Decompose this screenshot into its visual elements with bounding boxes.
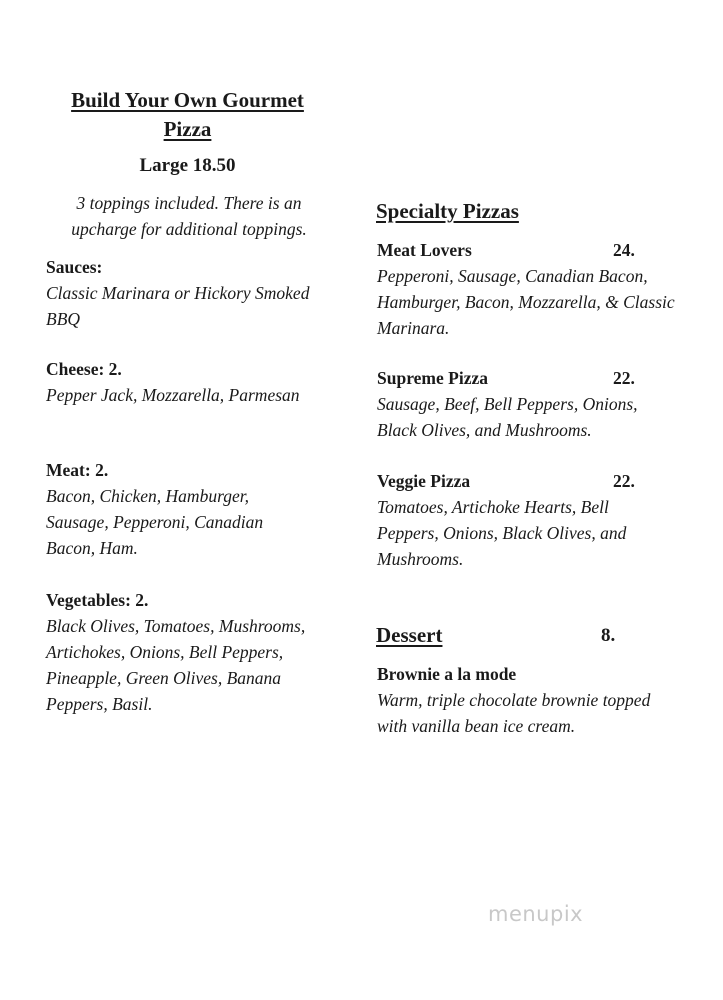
- category-cheese-head: Cheese: 2.: [46, 359, 122, 379]
- category-vegetables-items: Black Olives, Tomatoes, Mushrooms, Artichokes, Onions, Bell Peppers, Pineapple, Green Olives, Banana Peppers, Basil.: [46, 616, 306, 714]
- category-cheese-items: Pepper Jack, Mozzarella, Parmesan: [46, 385, 300, 405]
- item-desc: Sausage, Beef, Bell Peppers, Onions, Black Olives, and Mushrooms.: [377, 394, 638, 440]
- dessert-header: [376, 623, 636, 648]
- item-price: 24.: [613, 240, 635, 260]
- menu-item-brownie: [377, 661, 667, 739]
- large-size-price: Large 18.50: [139, 155, 236, 176]
- menu-item-supreme-pizza: [377, 365, 667, 443]
- item-desc: Pepperoni, Sausage, Canadian Bacon, Hamburger, Bacon, Mozzarella, & Classic Marinara.: [377, 266, 675, 338]
- category-meat-items: Bacon, Chicken, Hamburger, Sausage, Pepperoni, Canadian Bacon, Ham.: [46, 486, 264, 558]
- item-name: Brownie a la mode: [377, 664, 517, 684]
- category-cheese: [46, 356, 316, 408]
- menu-item-meat-lovers: [377, 237, 677, 341]
- category-vegetables-head: Vegetables: 2.: [46, 590, 149, 610]
- dessert-title: Dessert: [376, 623, 443, 647]
- build-your-own-title-line2: Pizza: [163, 117, 212, 141]
- dessert-price: 8.: [601, 625, 616, 646]
- build-your-own-title: [40, 86, 335, 144]
- item-name: Meat Lovers: [377, 240, 472, 260]
- category-sauces: [46, 254, 316, 332]
- menu-item-veggie-pizza: [377, 468, 657, 572]
- build-your-own-title-line1: Build Your Own Gourmet: [71, 88, 304, 112]
- category-meat-head: Meat: 2.: [46, 460, 109, 480]
- category-sauces-items: Classic Marinara or Hickory Smoked BBQ: [46, 283, 310, 329]
- item-name: Veggie Pizza: [377, 471, 471, 491]
- category-vegetables: [46, 587, 316, 717]
- item-name: Supreme Pizza: [377, 368, 488, 388]
- specialty-pizzas-title: Specialty Pizzas: [376, 199, 519, 223]
- item-price: 22.: [613, 471, 635, 491]
- toppings-note: 3 toppings included. There is an upcharge for additional toppings.: [71, 193, 307, 239]
- item-desc: Warm, triple chocolate brownie topped with vanilla bean ice cream.: [377, 690, 651, 736]
- category-sauces-head: Sauces:: [46, 257, 103, 277]
- category-meat: [46, 457, 316, 561]
- item-price: 22.: [613, 368, 635, 388]
- watermark-logo: menupix: [488, 902, 584, 926]
- item-desc: Tomatoes, Artichoke Hearts, Bell Peppers, Onions, Black Olives, and Mushrooms.: [377, 497, 627, 569]
